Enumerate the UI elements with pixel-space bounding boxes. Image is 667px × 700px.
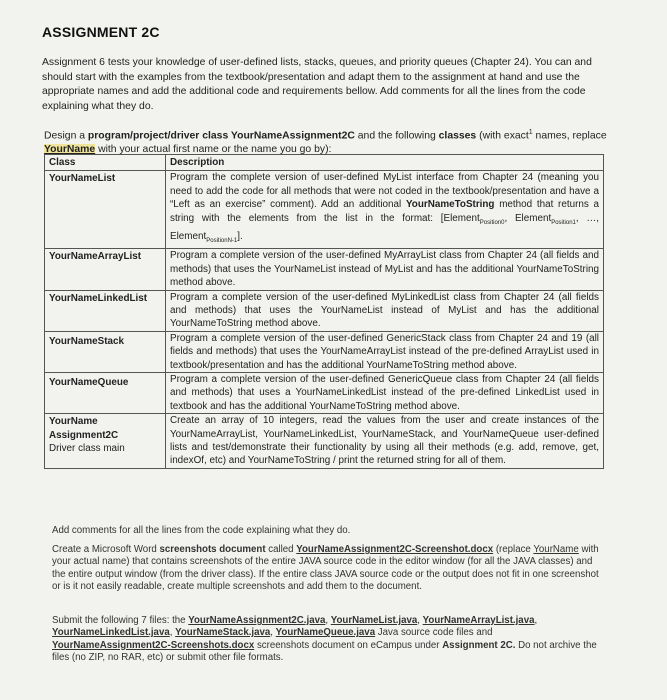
table-row <box>45 414 604 469</box>
class-description: Program a complete version of the user-defined GenericStack class from Chapter 24 and 19 (all fields and methods) that uses the YourNameArrayList instead of the pre-defined ArrayList used in textbook/presentation and has the additional YourNameToString method above. <box>166 331 604 372</box>
header-description: Description <box>166 155 604 171</box>
table-row <box>45 331 604 372</box>
comments-note: Add comments for all the lines from the code explaining what they do. <box>52 525 351 536</box>
page-title: ASSIGNMENT 2C <box>42 24 160 40</box>
class-description: Program the complete version of user-defined MyList interface from Chapter 24 (meaning you need to add the code for all methods that were not coded in the textbook/presentation and have a “Left as an exercise” comment). Add an additional YourNameToString method that returns a string with the elements from the list in the format: [Element$_{Position0}$, Element$_{Position1}$, …, Element$_{PositionN-1}$]. <box>166 171 604 249</box>
intro-paragraph: Assignment 6 tests your knowledge of user-defined lists, stacks, queues, and priority queues (Chapter 24). You can and should start with the examples from the textbook/presentation and adapt them to the assignment at hand and use the appropriate names and add the additional code and requirements bellow. Add comments for all the lines from the code explaining what they do. <box>42 57 592 113</box>
class-name: YourName Assignment2C Driver class main <box>45 414 166 469</box>
table-header-row <box>45 155 604 171</box>
design-paragraph: Design a program/project/driver class YourNameAssignment2C and the following classes (with exact$^1$ names, replace YourName with your actual first name or the name you go by): <box>44 129 607 156</box>
table-row <box>45 290 604 331</box>
class-description: Program a complete version of the user-defined GenericQueue class from Chapter 24 (all fields and methods) that uses a YourNameLinkedList instead of the pre-defined LinkedList used in textbook and has the additional YourNameToString method above. <box>166 373 604 414</box>
class-name: YourNameList <box>45 171 166 249</box>
submit-paragraph: Submit the following 7 files: the YourNameAssignment2C.java, YourNameList.java, YourNameArrayList.java, YourNameLinkedList.java, YourNameStack.java, YourNameQueue.java Java source code files and YourNameAssignment2C-Screenshots.docx screenshots document on eCampus under Assignment 2C. Do not archive the files (no ZIP, no RAR, etc) or submit other file formats. <box>52 615 597 663</box>
table-row <box>45 249 604 290</box>
table-row <box>45 171 604 249</box>
class-description: Create an array of 10 integers, read the values from the user and create instances of the YourNameArrayList, YourNameLinkedList, YourNameStack, and YourNameQueue user-defined lists and test/demonstrate their functionality by using all their methods (e.g. add, remove, get, indexOf, etc) and YourNameToString / print the returned string for all of them. <box>166 414 604 469</box>
class-name: YourNameLinkedList <box>45 290 166 331</box>
classes-table <box>44 154 604 469</box>
screenshots-paragraph: Create a Microsoft Word screenshots document called YourNameAssignment2C-Screenshot.docx (replace YourName with your actual name) that contains screenshots of the entire JAVA source code in the editor window (for all the JAVA classes) and the entire output window (from the driver class). If the entire class JAVA source code or the output does not fit in one screenshot or is it not easily readable, create multiple screenshots and add them to the document. <box>52 544 599 592</box>
table-row <box>45 373 604 414</box>
class-description: Program a complete version of the user-defined MyLinkedList class from Chapter 24 (all fields and methods) that uses the YourNameList instead of MyList and has the additional YourNameToString method above. <box>166 290 604 331</box>
header-class: Class <box>45 155 166 171</box>
class-name: YourNameStack <box>45 331 166 372</box>
class-name: YourNameArrayList <box>45 249 166 290</box>
class-description: Program a complete version of the user-defined MyArrayList class from Chapter 24 (all fields and methods) that uses the YourNameList instead of MyList and has the additional YourNameToString method above. <box>166 249 604 290</box>
class-name: YourNameQueue <box>45 373 166 414</box>
